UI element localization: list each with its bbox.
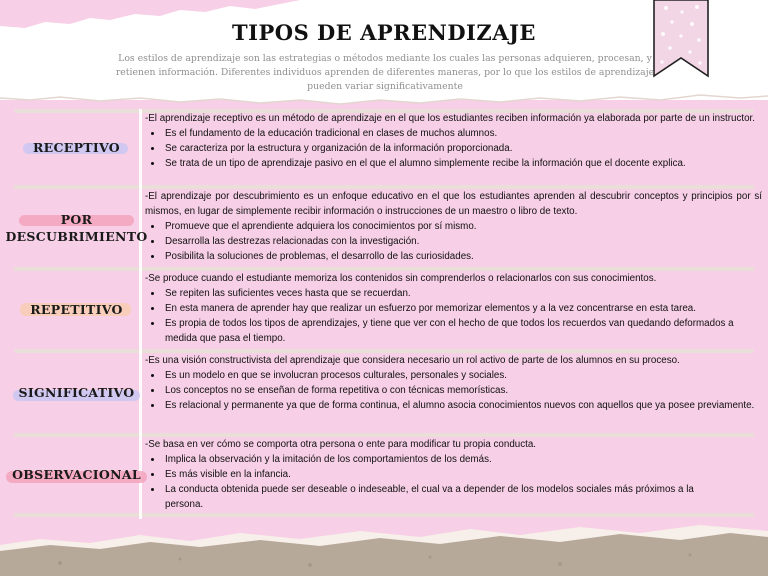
row-label-line1: POR bbox=[60, 212, 93, 227]
table-row-observacional bbox=[14, 435, 754, 515]
row-intro: -Se basa en ver cómo se comporta otra persona o ente para modificar tu propia conducta. bbox=[145, 439, 537, 450]
bullet-list bbox=[145, 286, 762, 346]
row-label: REPETITIVO bbox=[30, 302, 123, 317]
row-label-line2: DESCUBRIMIENTO bbox=[5, 229, 148, 244]
row-content bbox=[145, 437, 762, 512]
bullet-item: • Se trata de un tipo de aprendizaje pasivo en el que el alumno simplemente recibe la información que el docente explica. bbox=[163, 156, 762, 171]
row-content bbox=[145, 271, 762, 346]
bullet-item: • Es relacional y permanente ya que de forma continua, el alumno asocia conocimientos nuevos con aquellos que ya posee previamente. bbox=[163, 398, 762, 413]
label-cell bbox=[14, 269, 139, 351]
row-label: SIGNIFICATIVO bbox=[18, 385, 135, 400]
torn-kraft-paper-bottom bbox=[0, 515, 768, 576]
row-intro: -El aprendizaje receptivo es un método de aprendizaje en el que los estudiantes reciben información ya elaborada por parte de un instructor. bbox=[145, 113, 755, 124]
table-row-repetitivo bbox=[14, 269, 754, 351]
table-row-significativo bbox=[14, 351, 754, 435]
bullet-item: • Es el fundamento de la educación tradicional en clases de muchos alumnos. bbox=[163, 126, 762, 141]
row-content bbox=[145, 189, 762, 264]
label-cell bbox=[5, 187, 148, 269]
bullet-list bbox=[145, 126, 762, 171]
table-row-descubrimiento bbox=[5, 187, 762, 269]
bullet-item: • Es un modelo en que se involucran procesos culturales, personales y sociales. bbox=[163, 368, 762, 383]
bullet-item: • Se caracteriza por la estructura y organización de la información proporcionada. bbox=[163, 141, 762, 156]
label-cell bbox=[14, 435, 139, 515]
bullet-item: • Desarrolla las destrezas relacionadas con la investigación. bbox=[163, 234, 762, 249]
page-subtitle: Los estilos de aprendizaje son las estrategias o métodos mediante los cuales las personas adquieren, procesan, y retienen información. Diferentes individuos aprenden de diferentes maneras, por lo que los estilos de aprendizaje pueden variar significativamente bbox=[115, 53, 655, 92]
bullet-item: • Es propia de todos los tipos de aprendizajes, y tiene que ver con el hecho de que todos los recuerdos van quedando deformados a medida que pasa el tiempo. bbox=[163, 316, 762, 346]
row-intro: -Se produce cuando el estudiante memoriza los contenidos sin comprenderlos o relacionarlos con sus conocimientos. bbox=[145, 273, 657, 284]
row-content bbox=[145, 111, 762, 171]
row-content bbox=[145, 353, 762, 413]
row-intro: -Es una visión constructivista del aprendizaje que considera necesario un rol activo de parte de los alumnos en su proceso. bbox=[145, 355, 680, 366]
table-row-receptivo bbox=[14, 109, 754, 187]
bullet-item: • Es más visible en la infancia. bbox=[163, 467, 732, 482]
learning-types-table bbox=[5, 109, 762, 519]
row-intro: -El aprendizaje por descubrimiento es un enfoque educativo en el que los estudiantes aprenden al descubrir conceptos y principios por sí mismos, en lugar de simplemente recibir información o instrucciones de un maestro o libro de texto. bbox=[145, 191, 762, 217]
bullet-item: • Los conceptos no se enseñan de forma repetitiva o con técnicas memorísticas. bbox=[163, 383, 762, 398]
bullet-list bbox=[145, 368, 762, 413]
bullet-item: • La conducta obtenida puede ser deseable o indeseable, el cual va a depender de los modelos sociales más próximos a la persona. bbox=[163, 482, 732, 512]
bullet-item: • Promueve que el aprendiente adquiera los conocimientos por sí mismo. bbox=[163, 219, 762, 234]
label-cell bbox=[14, 109, 139, 187]
bullet-item: • En esta manera de aprender hay que realizar un esfuerzo por memorizar elementos y a la vez concentrarse en esta tarea. bbox=[163, 301, 762, 316]
bullet-item: • Implica la observación y la imitación de los comportamientos de los demás. bbox=[163, 452, 732, 467]
row-label: RECEPTIVO bbox=[32, 140, 120, 155]
bullet-list bbox=[145, 452, 762, 512]
bullet-item: • Posibilita la soluciones de problemas, el desarrollo de las curiosidades. bbox=[163, 249, 762, 264]
row-label: OBSERVACIONAL bbox=[12, 467, 141, 482]
bullet-list bbox=[145, 219, 762, 264]
bullet-item: • Se repiten las suficientes veces hasta que se recuerdan. bbox=[163, 286, 762, 301]
label-cell bbox=[14, 351, 139, 435]
page-title: TIPOS DE APRENDIZAJE bbox=[232, 20, 536, 45]
